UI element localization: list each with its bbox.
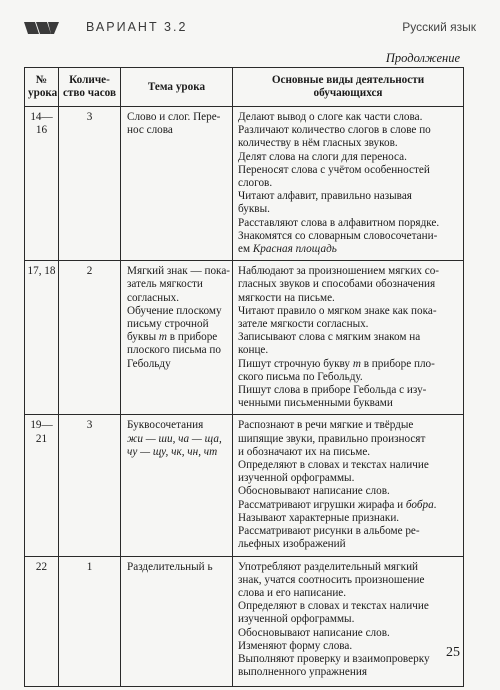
page-number: 25 bbox=[446, 645, 460, 660]
lesson-number: 22 bbox=[25, 556, 59, 686]
lesson-hours: 1 bbox=[59, 556, 121, 686]
page-header bbox=[24, 20, 476, 42]
lesson-activities: Употребляют разделительный мягкий знак, учатся соотносить произношение слова и его написание. Определяют в словах и текстах наличие изученной орфограммы. Обосновывают написание слов. Изменяют форму слова. Выполняют проверку и взаимопроверку выполненного упражнения bbox=[233, 556, 464, 686]
lesson-topic: Буквосочетания жи — ши, ча — ща, чу — щу, чк, чн, чт bbox=[121, 415, 233, 556]
table-row bbox=[25, 261, 464, 415]
table-row bbox=[25, 107, 464, 261]
lesson-activities: Распознают в речи мягкие и твёрдые шипящие звуки, правильно произносят и обозначают их на письме. Определяют в словах и текстах наличие изученной орфограммы. Обосновывают написание слов. Рассматривают игрушки жирафа и бобра. Называют характерные признаки. Рассматривают рисунки в альбоме ре- льефных изображений bbox=[233, 415, 464, 556]
column-header-hours: Количе- ство часов bbox=[59, 68, 121, 107]
lesson-plan-table bbox=[24, 67, 464, 687]
table-row bbox=[25, 415, 464, 556]
lesson-hours: 3 bbox=[59, 107, 121, 261]
lesson-activities: Делают вывод о слоге как части слова. Различают количество слогов в слове по количеству в нём гласных звуков. Делят слова на слоги для переноса. Переносят слова с учётом особенностей слогов. Читают алфавит, правильно называя буквы. Расставляют слова в алфавитном порядке. Знакомятся со словарным словосочетани- ем Красная площадь bbox=[233, 107, 464, 261]
lesson-topic: Слово и слог. Пере- нос слова bbox=[121, 107, 233, 261]
column-header-activities: Основные виды деятельности обучающихся bbox=[233, 68, 464, 107]
table-header-row bbox=[25, 68, 464, 107]
lesson-number: 17, 18 bbox=[25, 261, 59, 415]
table-row bbox=[25, 556, 464, 686]
publisher-logo-icon bbox=[24, 21, 64, 35]
subject-label: Русский язык bbox=[402, 20, 476, 34]
column-header-topic: Тема урока bbox=[121, 68, 233, 107]
variant-label: ВАРИАНТ 3.2 bbox=[86, 20, 188, 34]
lesson-number: 14—16 bbox=[25, 107, 59, 261]
lesson-topic: Мягкий знак — пока- затель мягкости согласных. Обучение плоскому письму строчной буквы т в приборе плоского письма по Гебольду bbox=[121, 261, 233, 415]
lesson-activities: Наблюдают за произношением мягких со- гласных звуков и способами обозначения мягкости на письме. Читают правило о мягком знаке как пока- зателе мягкости согласных. Записывают слова с мягким знаком на конце. Пишут строчную букву т в приборе пло- ского письма по Гебольду. Пишут слова в приборе Гебольда с изу- ченными письменными буквами bbox=[233, 261, 464, 415]
lesson-topic: Разделительный ь bbox=[121, 556, 233, 686]
column-header-number: № урока bbox=[25, 68, 59, 107]
lesson-hours: 2 bbox=[59, 261, 121, 415]
lesson-number: 19—21 bbox=[25, 415, 59, 556]
lesson-hours: 3 bbox=[59, 415, 121, 556]
continuation-label: Продолжение bbox=[385, 51, 460, 65]
